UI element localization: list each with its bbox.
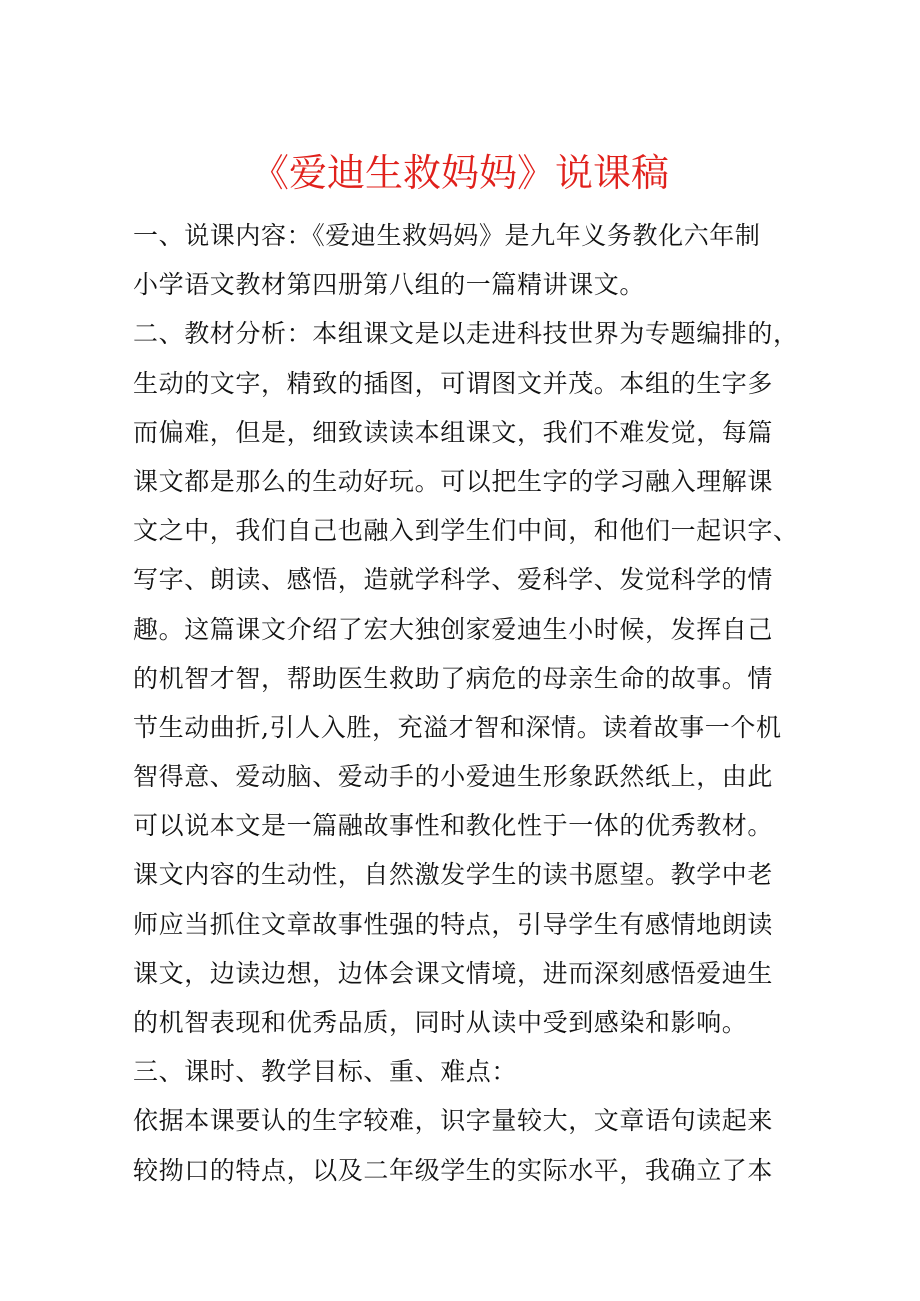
body-line: 可以说本文是一篇融故事性和教化性于一体的优秀教材。 [133,811,774,841]
body-line: 课文，边读边想，边体会课文情境，进而深刻感悟爱迪生 [133,958,774,988]
section-heading: 三、课时、教学目标、重、难点： [133,1057,518,1087]
body-line: 的机智表现和优秀品质，同时从读中受到感染和影响。 [133,1008,748,1037]
body-line: 课文内容的生动性，自然激发学生的读书愿望。教学中老 [133,860,774,890]
body-line: 师应当抓住文章故事性强的特点，引导学生有感情地朗读 [133,909,774,939]
body-line: 依据本课要认的生字较难，识字量较大，文章语句读起来 [133,1106,774,1136]
body-line: 节生动曲折,引人入胜，充溢才智和深情。读着故事一个机 [133,712,782,742]
body-line: 趣。这篇课文介绍了宏大独创家爱迪生小时候，发挥自己 [133,614,774,644]
body-line: 智得意、爱动脑、爱动手的小爱迪生形象跃然纸上，由此 [133,762,774,792]
document-body [133,211,799,1195]
body-line: 而偏难，但是，细致读读本组课文，我们不难发觉，每篇 [133,417,774,447]
body-line: 二、教材分析：本组课文是以走进科技世界为专题编排的， [133,319,799,349]
body-line: 生动的文字，精致的插图，可谓图文并茂。本组的生字多 [133,368,774,398]
body-line: 文之中，我们自己也融入到学生们中间，和他们一起识字、 [133,516,799,546]
body-line: 的机智才智，帮助医生救助了病危的母亲生命的故事。情 [133,663,774,693]
body-line: 一、说课内容：《爱迪生救妈妈》是九年义务教化六年制 [133,221,761,250]
body-line: 小学语文教材第四册第八组的一篇精讲课文。 [133,270,646,300]
body-line: 课文都是那么的生动好玩。可以把生字的学习融入理解课 [133,466,774,496]
body-line: 写字、朗读、感悟，造就学科学、爱科学、发觉科学的情 [133,565,774,595]
document-title: 《爱迪生救妈妈》说课稿 [250,151,669,195]
body-line: 较拗口的特点，以及二年级学生的实际水平，我确立了本 [133,1155,774,1185]
